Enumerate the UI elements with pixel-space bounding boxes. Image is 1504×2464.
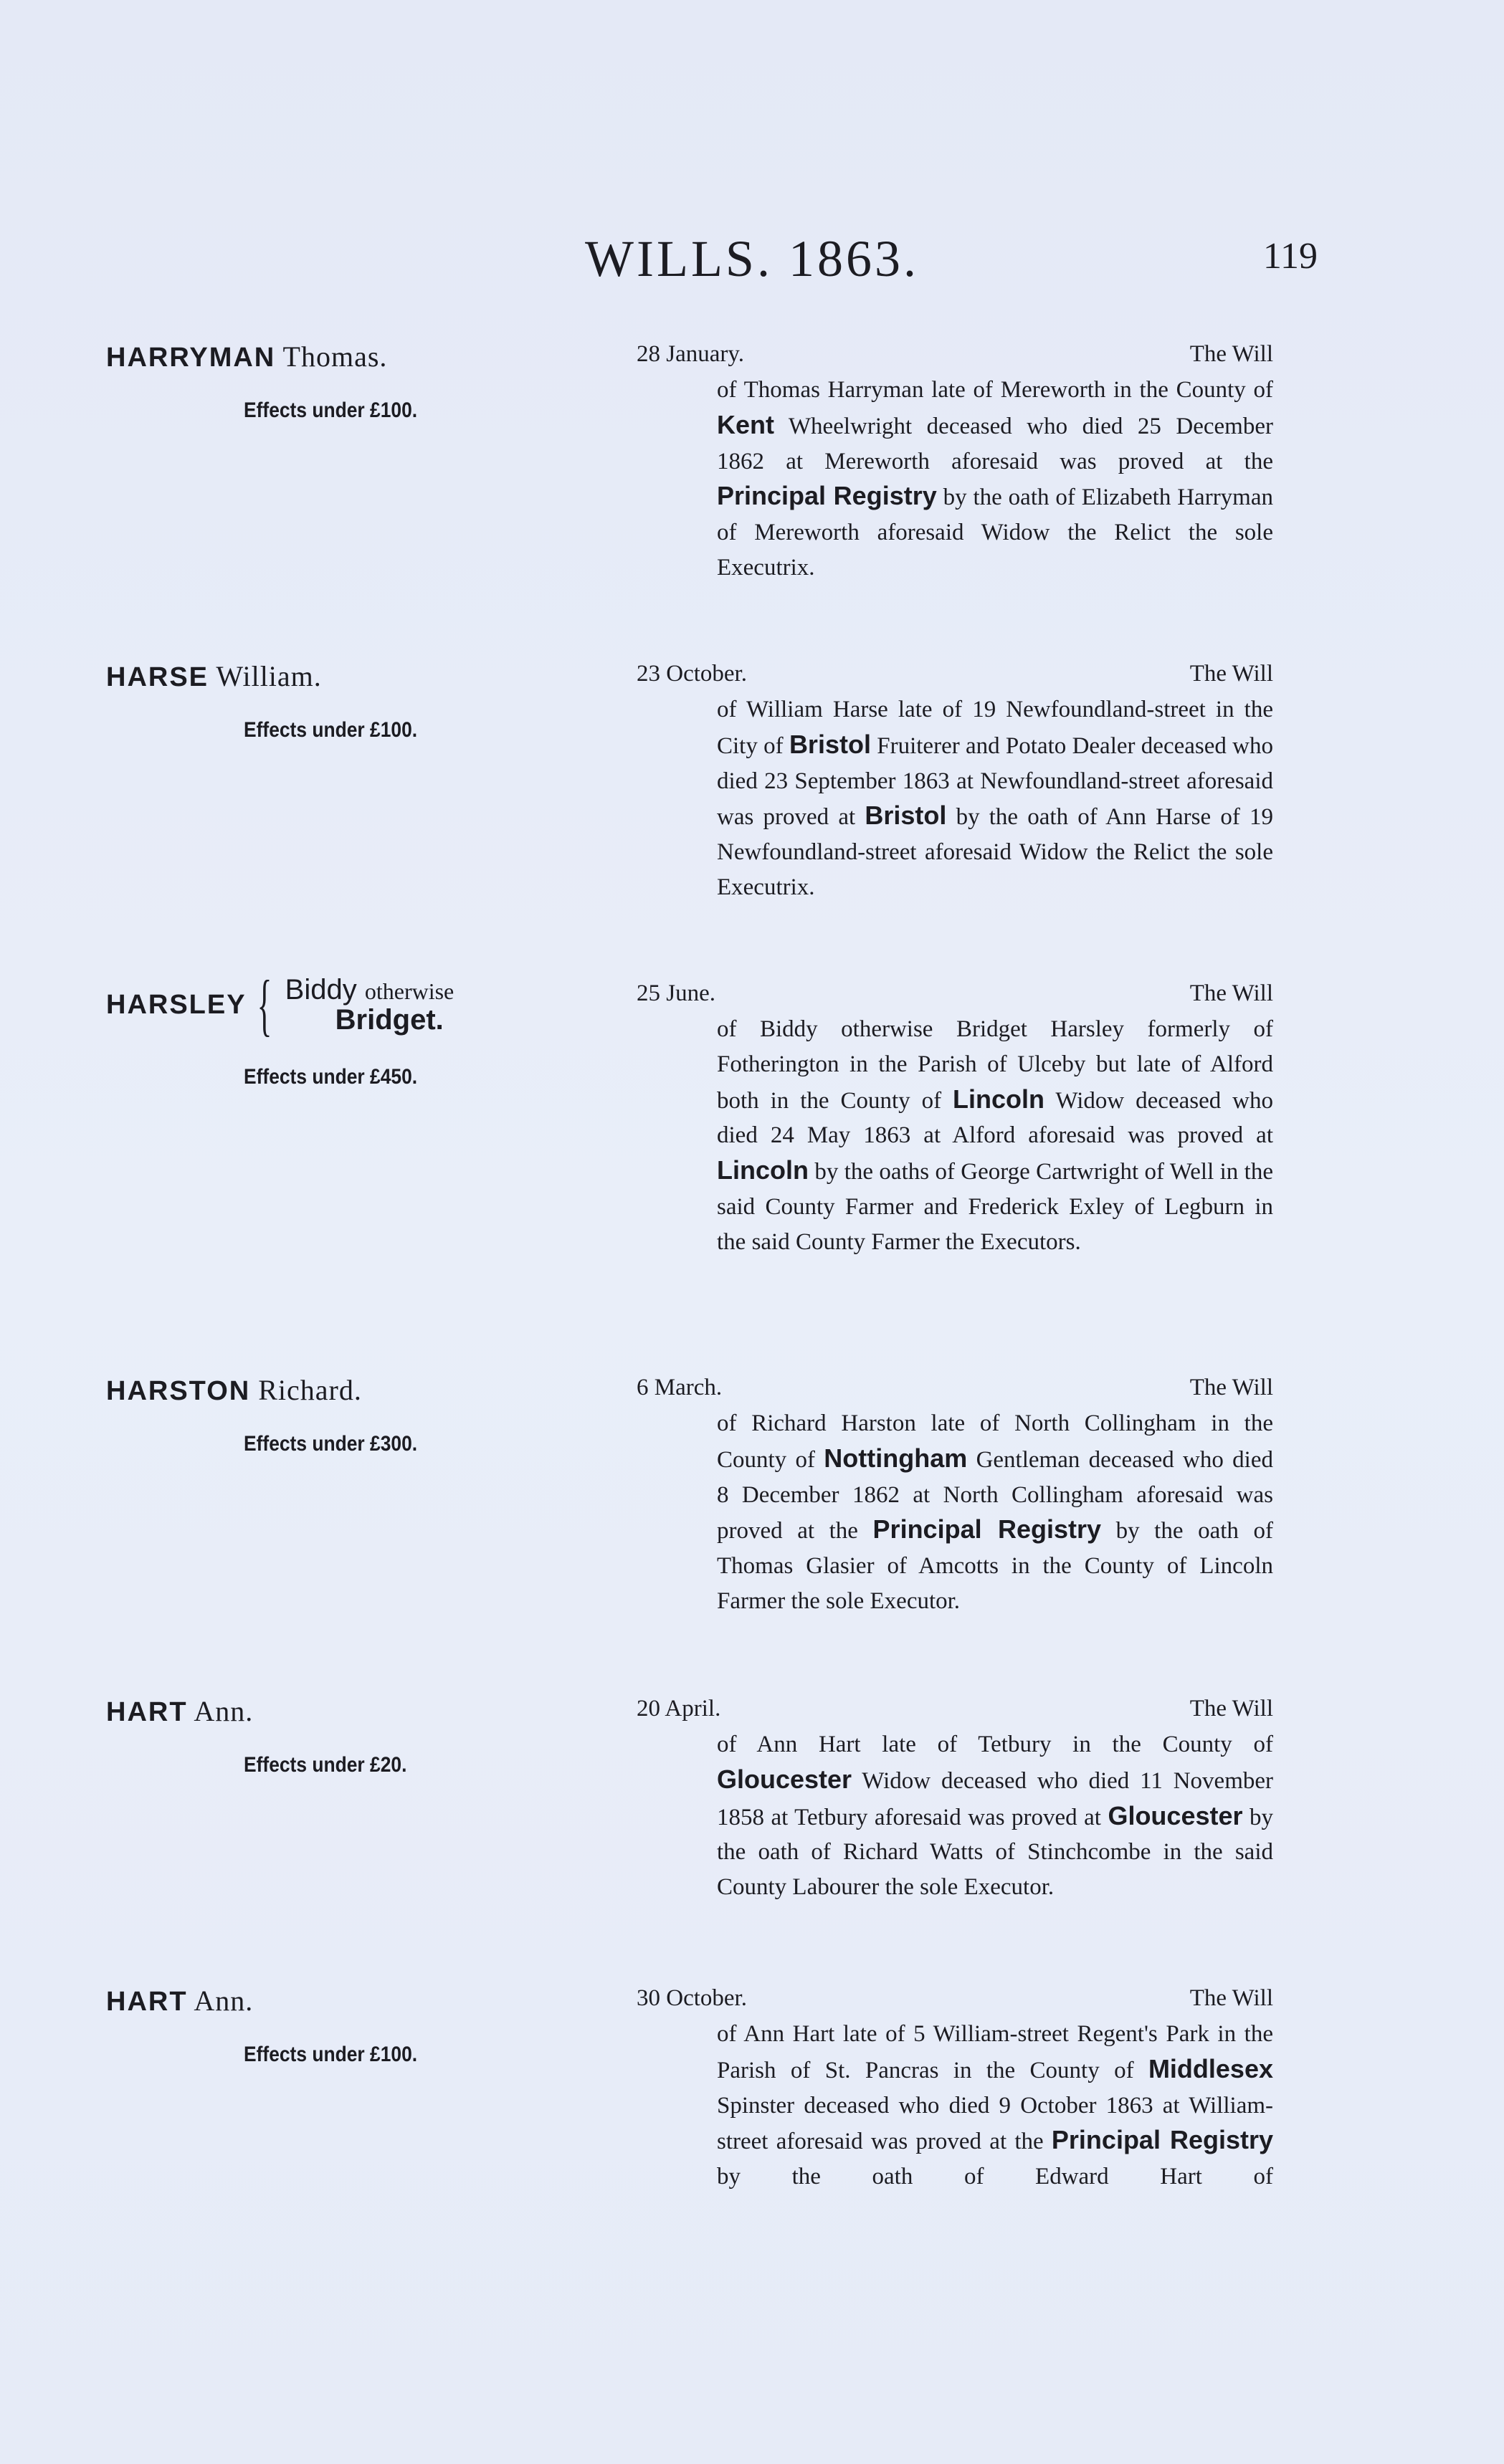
entry-body <box>717 373 1273 586</box>
entry-given-otherwise: otherwise <box>364 978 454 1004</box>
entry-first-line <box>637 1375 1273 1401</box>
entry-date: 20 April. <box>637 1696 721 1722</box>
entry-name <box>106 1694 253 1728</box>
entry-surname: HARSTON <box>106 1376 251 1406</box>
entry-surname: HARSE <box>106 662 209 692</box>
entry-body-text: by the oath of Richard Watts of Stinchcombe in the said County Labourer the sole Executor. <box>717 1804 1273 1901</box>
entry-body-text: by the oaths of George Cartwright of Well in the said County Farmer and Frederick Exley of Legburn in the said County Farmer the Executors. <box>717 1159 1273 1255</box>
entry-body-text: Fruiterer and Potato Dealer deceased who died 23 September 1863 at Newfoundland-street aforesaid was proved at <box>717 732 1273 831</box>
entry-surname: HART <box>106 1987 188 2017</box>
entry-body-text: of Richard Harston late of North Collingham in the County of <box>717 1410 1273 1473</box>
entry-date: 25 June. <box>637 980 715 1006</box>
entry-county: Nottingham <box>824 1443 968 1473</box>
entry-effects: Effects under £300. <box>244 1432 418 1456</box>
entry-name <box>106 1984 253 2017</box>
entry-effects: Effects under £100. <box>244 2043 418 2066</box>
entry-surname: HARRYMAN <box>106 343 276 373</box>
entry-opening: The Will <box>1189 980 1273 1006</box>
entry-county: Kent <box>717 409 774 439</box>
entry-county: Bristol <box>789 729 871 759</box>
entry-date: 28 January. <box>637 341 744 367</box>
entry-registry: Gloucester <box>1108 1800 1243 1830</box>
entry-first-line <box>637 980 1273 1007</box>
entry-body <box>717 692 1273 905</box>
entry-opening: The Will <box>1189 1375 1273 1400</box>
entry-given-name: William. <box>216 660 322 692</box>
entry-body-text: by the oath of Ann Harse of 19 Newfoundland-street aforesaid Widow the Relict the sole Executrix. <box>717 804 1273 900</box>
entry-effects: Effects under £450. <box>244 1065 418 1089</box>
entry-body-text: of Thomas Harryman late of Mereworth in the County of <box>717 377 1273 403</box>
entry-body-text: by the oath of Edward Hart of <box>717 2164 1273 2190</box>
page-number: 119 <box>1262 236 1318 277</box>
entry-name <box>106 966 454 1043</box>
entry-body <box>717 1727 1273 1905</box>
entry-county: Gloucester <box>717 1764 852 1794</box>
entry-surname: HART <box>106 1697 188 1727</box>
entry-body-text: of Biddy otherwise Bridget Harsley formerly of Fotherington in the Parish of Ulceby but late of Alford both in the County of <box>717 1016 1273 1114</box>
entry-registry: Principal Registry <box>1051 2125 1273 2155</box>
entry-registry: Principal Registry <box>717 481 937 511</box>
entry-given-line-2: Bridget. <box>335 1004 444 1036</box>
entry-first-line <box>637 1985 1273 2012</box>
entry-date: 30 October. <box>637 1985 747 2011</box>
entry-given-line-1 <box>285 975 454 1005</box>
entry-effects: Effects under £100. <box>244 398 418 422</box>
brace-icon: { <box>257 966 272 1043</box>
entry-name <box>106 340 387 373</box>
entry-name <box>106 659 322 693</box>
entry-first-line <box>637 1696 1273 1722</box>
entry-registry: Bristol <box>865 801 947 831</box>
entry-body <box>717 1012 1273 1260</box>
entry-body-text: Gentleman deceased who died 8 December 1862 at North Collingham aforesaid was proved at the <box>717 1446 1273 1544</box>
page-title: WILLS. 1863. <box>585 230 919 287</box>
entry-body-text: Wheelwright deceased who died 25 December 1862 at Mereworth aforesaid was proved at the <box>717 413 1273 474</box>
entry-body-text: of William Harse late of 19 Newfoundland-street in the City of <box>717 697 1273 759</box>
entry-opening: The Will <box>1189 1696 1273 1722</box>
entry-given-names <box>285 975 454 1035</box>
entry-given-name: Biddy <box>285 974 357 1006</box>
entry-opening: The Will <box>1189 341 1273 367</box>
entry-county: Lincoln <box>953 1084 1045 1114</box>
entry-date: 23 October. <box>637 661 747 687</box>
entry-body <box>717 1406 1273 1619</box>
entry-first-line <box>637 341 1273 368</box>
entry-date: 6 March. <box>637 1375 723 1400</box>
entry-name <box>106 1373 362 1407</box>
entry-given-name: Richard. <box>258 1374 362 1406</box>
entry-body-text: Widow deceased who died 11 November 1858 at Tetbury aforesaid was proved at <box>717 1767 1273 1830</box>
entry-given-name: Ann. <box>194 1985 254 2017</box>
entry-body-text: Spinster deceased who died 9 October 1863 at William-street aforesaid was proved at the <box>717 2092 1273 2155</box>
entry-opening: The Will <box>1189 661 1273 687</box>
entry-body-text: by the oath of Elizabeth Harryman of Mereworth aforesaid Widow the Relict the sole Executrix. <box>717 484 1273 581</box>
entry-body-text: by the oath of Thomas Glasier of Amcotts in the County of Lincoln Farmer the sole Executor. <box>717 1518 1273 1614</box>
entry-body-text: Widow deceased who died 24 May 1863 at Alford aforesaid was proved at <box>717 1087 1273 1149</box>
entry-surname: HARSLEY <box>106 989 247 1020</box>
entry-registry: Lincoln <box>717 1155 809 1185</box>
entry-opening: The Will <box>1189 1985 1273 2011</box>
entry-given-name: Thomas. <box>282 340 388 373</box>
entry-county: Middlesex <box>1148 2053 1273 2083</box>
entry-body <box>717 2017 1273 2195</box>
entry-effects: Effects under £100. <box>244 718 418 742</box>
entry-body-text: of Ann Hart late of Tetbury in the County of <box>717 1732 1273 1757</box>
entry-registry: Principal Registry <box>872 1514 1101 1544</box>
entry-effects: Effects under £20. <box>244 1753 407 1777</box>
entry-body-text: of Ann Hart late of 5 William-street Regent's Park in the Parish of St. Pancras in the County of <box>717 2021 1273 2083</box>
entry-first-line <box>637 661 1273 687</box>
entry-given-name: Ann. <box>194 1695 254 1727</box>
